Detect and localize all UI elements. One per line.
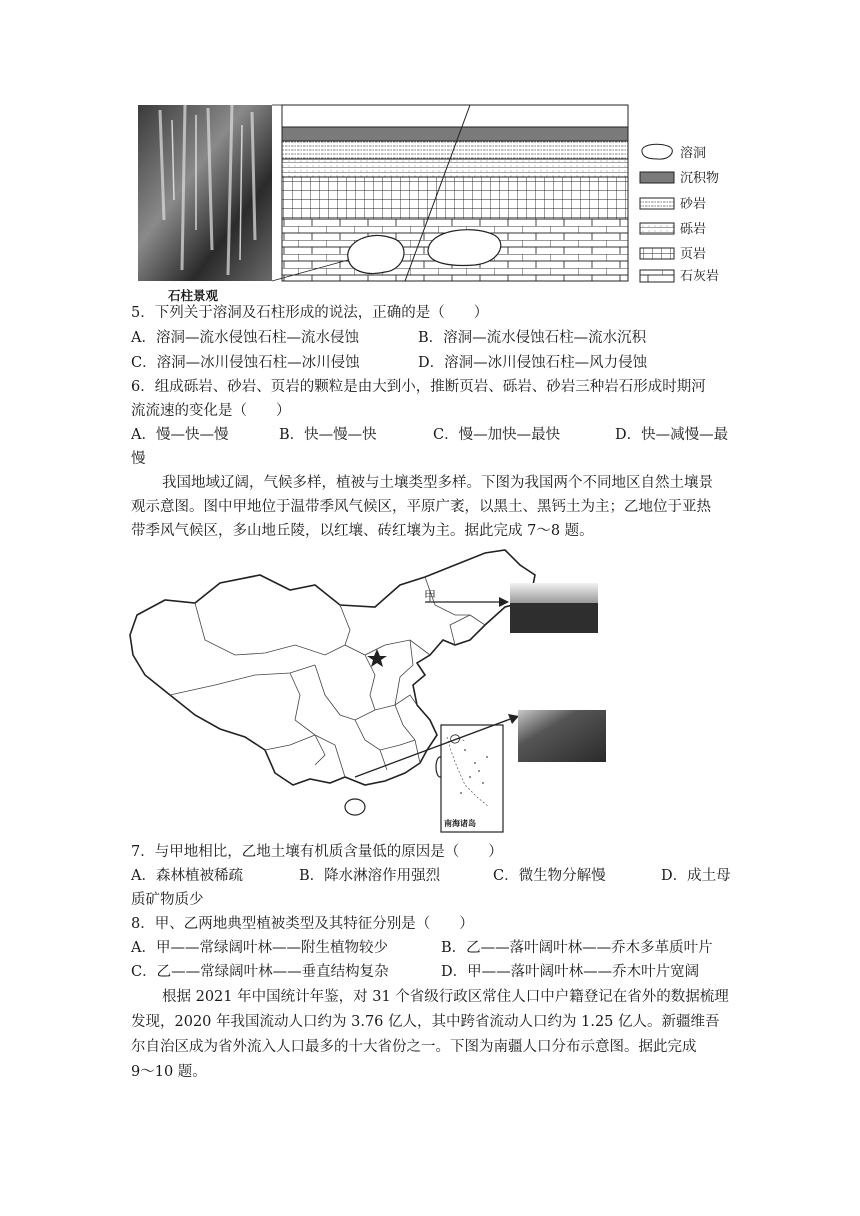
hainan-island: [345, 799, 365, 815]
legend-label-sediment: 沉积物: [680, 171, 720, 186]
legend-shale-swatch: [640, 248, 674, 259]
q5-stem: 5．下列关于溶洞及石柱形成的说法，正确的是（ ）: [131, 305, 489, 321]
intro910-line2: 发现，2020 年我国流动人口约为 3.76 亿人，其中跨省流动人口约为 1.25 亿人。新疆维吾: [131, 1014, 720, 1030]
intro78-line1: 我国地域辽阔，气候多样，植被与土壤类型多样。下图为我国两个不同地区自然土壤景: [162, 475, 713, 491]
q5-option-a: A．溶洞—流水侵蚀石柱—流水侵蚀: [131, 330, 359, 346]
legend-sediment-swatch: [640, 172, 674, 183]
q6-stem-line2: 流流速的变化是（ ）: [131, 403, 291, 419]
q6-option-c: C．慢—加快—最快: [433, 427, 561, 443]
intro910-line1: 根据 2021 年中国统计年鉴，对 31 个省级行政区常住人口中户籍登记在省外的数据梳理: [162, 989, 729, 1005]
q6-option-d-cont: 慢: [131, 451, 146, 467]
legend-sandstone-swatch: [640, 198, 674, 209]
q5-option-b: B．溶洞—流水侵蚀石柱—流水沉积: [418, 330, 647, 346]
legend-limestone-swatch: [640, 270, 674, 282]
cave-left: [348, 235, 404, 273]
intro910-line4: 9～10 题。: [131, 1064, 207, 1080]
legend-conglomerate-swatch: [640, 223, 674, 234]
q8-stem: 8．甲、乙两地典型植被类型及其特征分别是（ ）: [131, 916, 474, 932]
strata-diagram-svg: [130, 100, 740, 300]
legend-cave-swatch: [642, 144, 672, 159]
map-label-jia: 甲: [424, 589, 437, 603]
soil-profile-yi: [518, 710, 606, 762]
q7-option-c: C．微生物分解慢: [493, 868, 606, 884]
q8-option-b: B．乙——落叶阔叶林——乔木多革质叶片: [441, 940, 713, 956]
q7-stem: 7．与甲地相比，乙地土壤有机质含量低的原因是（ ）: [131, 844, 503, 860]
q6-option-b: B．快—慢—快: [279, 427, 377, 443]
q7-option-d-cont: 质矿物质少: [131, 892, 204, 908]
q7-option-d: D．成土母: [661, 868, 731, 884]
q7-option-b: B．降水淋溶作用强烈: [299, 868, 441, 884]
legend-label-cave: 溶洞: [680, 146, 707, 161]
intro78-line2: 观示意图。图中甲地位于温带季风气候区，平原广袤，以黑土、黑钙土为主；乙地位于亚热: [131, 499, 711, 515]
q6-option-d: D．快—减慢—最: [615, 427, 729, 443]
legend-label-conglomerate: 砾岩: [680, 222, 707, 237]
q5-option-d: D．溶洞—冰川侵蚀石柱—风力侵蚀: [418, 355, 648, 371]
q6-stem-line1: 6．组成砾岩、砂岩、页岩的颗粒是由大到小，推断页岩、砾岩、砂岩三种岩石形成时期河: [131, 379, 706, 395]
q8-option-d: D．甲——落叶阔叶林——乔木叶片宽阔: [441, 964, 700, 980]
strata-block: [272, 105, 628, 281]
legend-label-sandstone: 砂岩: [680, 197, 707, 212]
intro78-line3: 带季风气候区，多山地丘陵，以红壤、砖红壤为主。据此完成 7～8 题。: [131, 523, 594, 539]
legend-label-limestone: 石灰岩: [680, 269, 720, 284]
q7-option-a: A．森林植被稀疏: [131, 868, 243, 884]
q8-option-c: C．乙——常绿阔叶林——垂直结构复杂: [131, 964, 389, 980]
q5-option-c: C．溶洞—冰川侵蚀石柱—冰川侵蚀: [131, 355, 360, 371]
soil-profile-jia-top: [510, 583, 598, 603]
china-map-svg: [125, 545, 645, 835]
inset-caption: 南海诸岛: [444, 818, 476, 828]
q8-option-a: A．甲——常绿阔叶林——附生植物较少: [131, 940, 388, 956]
photo-caption: 石柱景观: [168, 288, 219, 303]
soil-profile-jia-bottom: [510, 603, 598, 633]
legend-swatches: [640, 144, 674, 282]
legend-label-shale: 页岩: [680, 247, 707, 262]
intro910-line3: 尔自治区成为省外流入人口最多的十大省份之一。下图为南疆人口分布示意图。据此完成: [131, 1039, 697, 1055]
q6-option-a: A．慢—快—慢: [131, 427, 229, 443]
